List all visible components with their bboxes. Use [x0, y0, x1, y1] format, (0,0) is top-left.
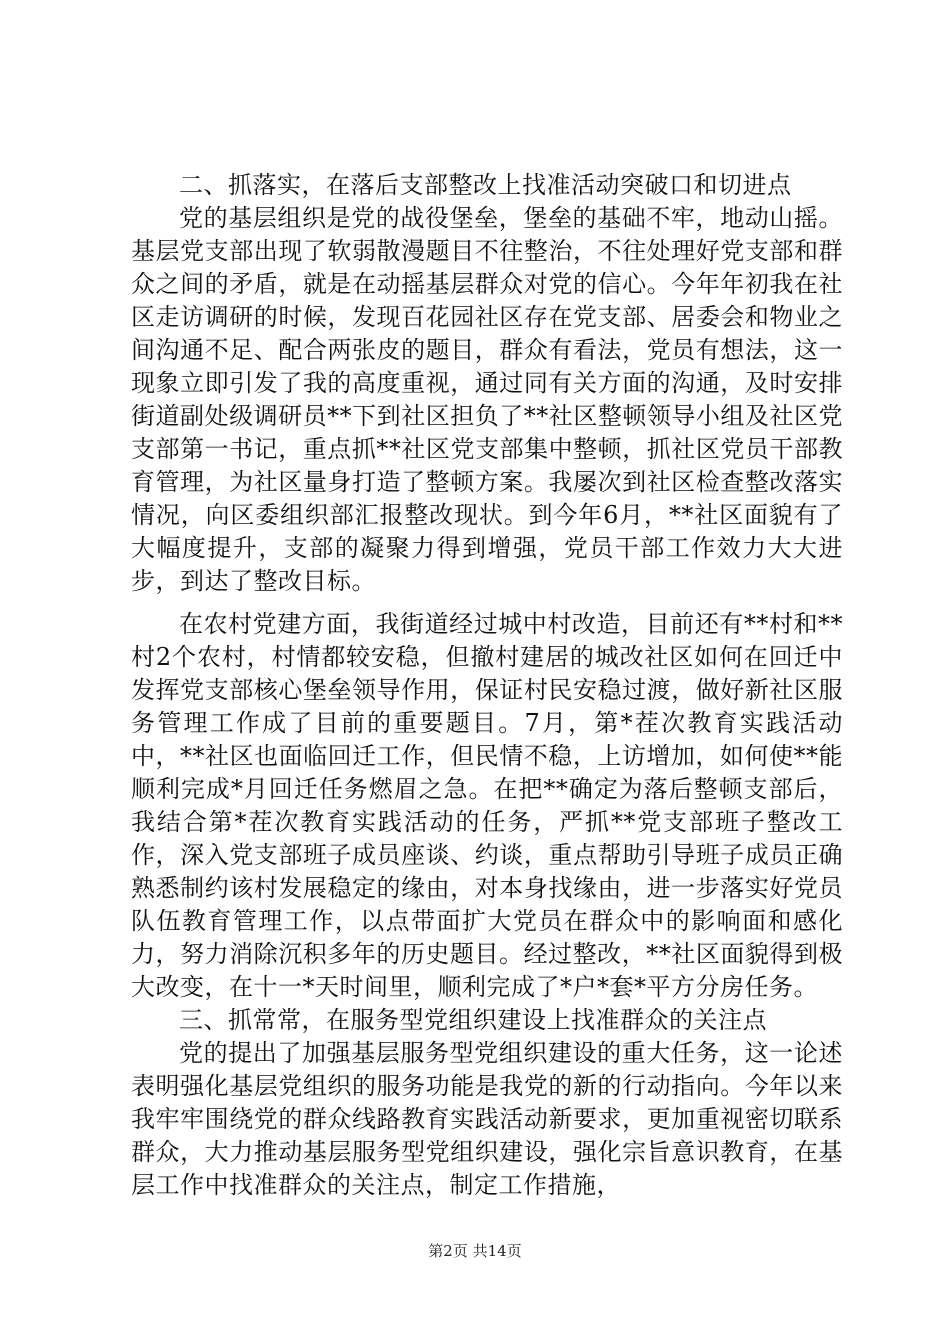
- section-heading-2: 二、抓落实，在落后支部整改上找准活动突破口和切进点: [179, 171, 792, 199]
- paragraph-body-1: 党的基层组织是党的战役堡垒，堡垒的基础不牢，地动山摇。基层党支部出现了软弱散漫题目不往整治，不往处理好党支部和群众之间的矛盾，就是在动摇基层群众对党的信心。今年年初我在社区走访调研的时候，发现百花园社区存在党支部、居委会和物业之间沟通不足、配合两张皮的题目，群众有看法，党员有想法，这一现象立即引发了我的高度重视，通过同有关方面的沟通，及时安排街道副处级调研员**下到社区担负了**社区整顿领导小组及社区党支部第一书记，重点抓**社区党支部集中整顿，抓社区党员干部教育管理，为社区量身打造了整顿方案。我屡次到社区检查整改落实情况，向区委组织部汇报整改现状。到今年6月，**社区面貌有了大幅度提升，支部的凝聚力得到增强，党员干部工作效力大大进步，到达了整改目标。: [131, 204, 843, 595]
- paragraph-body-2: 在农村党建方面，我街道经过城中村改造，目前还有**村和**村2个农村，村情都较安稳，但撤村建居的城改社区如何在回迁中发挥党支部核心堡垒领导作用，保证村民安稳过渡，做好新社区服务管理工作成了目前的重要题目。7月，第*茬次教育实践活动中，**社区也面临回迁工作，但民情不稳，上访增加，如何使**能顺利完成*月回迁任务燃眉之急。在把**确定为落后整顿支部后，我结合第*茬次教育实践活动的任务，严抓**党支部班子整改工作，深入党支部班子成员座谈、约谈，重点帮助引导班子成员正确熟悉制约该村发展稳定的缘由，对本身找缘由，进一步落实好党员队伍教育管理工作，以点带面扩大党员在群众中的影响面和感化力，努力消除沉积多年的历史题目。经过整改，**社区面貌得到极大改变，在十一*天时间里，顺利完成了*户*套*平方分房任务。: [131, 610, 843, 1001]
- section-heading-3: 三、抓常常，在服务型党组织建设上找准群众的关注点: [179, 1006, 767, 1034]
- paragraph-body-3: 党的提出了加强基层服务型党组织建设的重大任务，这一论述表明强化基层党组织的服务功能是我党的新的行动指向。今年以来我牢牢围绕党的群众线路教育实践活动新要求，更加重视密切联系群众，大力推动基层服务型党组织建设，强化宗旨意识教育，在基层工作中找准群众的关注点，制定工作措施，: [131, 1039, 843, 1199]
- page-number-footer: 第2页 共14页: [428, 1242, 522, 1260]
- document-body: [131, 169, 843, 1202]
